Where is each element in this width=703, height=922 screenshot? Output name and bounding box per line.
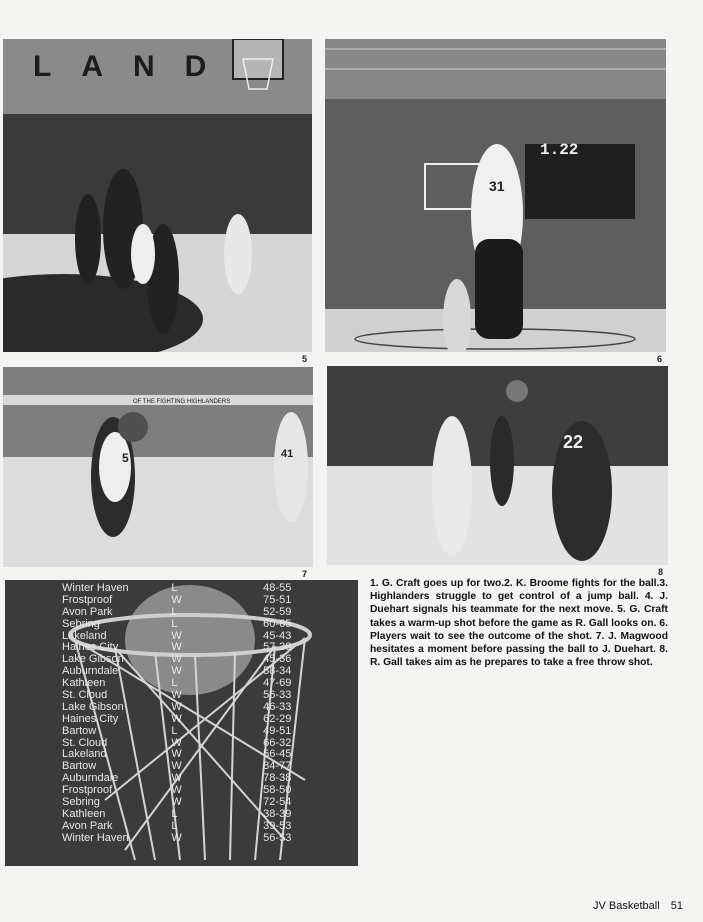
photo-number: 7 [302,569,308,579]
score: 47-69 [263,677,292,690]
opponent: Auburndale [62,665,119,678]
score: 58-50 [263,784,292,797]
result-row [62,726,312,738]
opponent: Avon Park [62,605,113,618]
win-loss: L [171,605,178,618]
win-loss: W [171,736,182,749]
opponent: Frostproof [62,593,113,606]
opponent: Kathleen [62,807,106,820]
jersey-number: 41 [281,448,294,460]
opponent: St. Cloud [62,736,108,749]
opponent: Kathleen [62,677,106,690]
score: 58-34 [263,665,292,678]
jersey-number: 5 [122,451,129,465]
opponent: Frostproof [62,784,113,797]
result-row [62,833,312,845]
win-loss: W [171,641,182,654]
win-loss: L [171,724,178,737]
opponent: Auburndale [62,772,119,785]
win-loss: L [171,582,178,594]
win-loss: W [171,831,182,844]
win-loss: W [171,629,182,642]
result-row [62,821,312,833]
photo-banner-text: OF THE FIGHTING HIGHLANDERS [133,399,231,405]
photo-layup [325,39,666,352]
opponent: Bartow [62,724,97,737]
score: 45-43 [263,629,292,642]
result-row [62,714,312,726]
win-loss: W [171,760,182,773]
opponent: Lake Gibson [62,653,124,666]
score: 84-77 [263,760,292,773]
opponent: Sebring [62,617,100,630]
win-loss: W [171,689,182,702]
score: 56-53 [263,831,292,844]
score: 49-51 [263,724,292,737]
win-loss: W [171,772,182,785]
season-results [62,583,312,845]
jersey-number: 22 [563,432,584,452]
opponent: Lakeland [62,748,107,761]
win-loss: W [171,700,182,713]
photo-captions: 1. G. Craft goes up for two.2. K. Broome fights for the ball.3. Highlanders struggle to get control of a jump ball. 4. J. Duehart signals his teammate for the next move. 5. G. Craft takes a warm-up shot before the game as R. Gall looks on. 6. Players wait to see the outcome of the shot. 7. J. Magwood hesitates a moment before passing the ball to J. Duehart. 8. R. Gall takes aim as he prepares to take a free throw shot. [370,578,668,669]
win-loss: W [171,784,182,797]
win-loss: W [171,796,182,809]
score: 75-51 [263,593,292,606]
opponent: Haines City [62,641,119,654]
result-row [62,702,312,714]
score: 46-33 [263,700,292,713]
score: 56-33 [263,689,292,702]
photo-warmup-shot [3,367,313,567]
score: 56-45 [263,748,292,761]
opponent: Bartow [62,760,97,773]
photo-free-throw [327,366,668,565]
win-loss: L [171,617,178,630]
jersey-number: 31 [489,178,505,194]
score: 60-65 [263,617,292,630]
section-title: JV Basketball [593,900,660,912]
opponent: Sebring [62,796,100,809]
opponent: Winter Haven [62,582,129,594]
photo-number: 5 [302,354,308,364]
photo-jump-ball [3,39,312,352]
score: 45-36 [263,653,292,666]
photo-number: 8 [658,567,664,577]
win-loss: W [171,712,182,725]
result-row [62,607,312,619]
scoreboard-time: 1.22 [540,141,579,159]
win-loss: W [171,665,182,678]
opponent: Avon Park [62,819,113,832]
opponent: St. Cloud [62,689,108,702]
opponent: Winter Haven [62,831,129,844]
score: 48-55 [263,582,292,594]
score: 66-32 [263,736,292,749]
opponent: Haines City [62,712,119,725]
score: 62-29 [263,712,292,725]
photo-number: 6 [657,354,663,364]
win-loss: L [171,677,178,690]
score: 78-38 [263,772,292,785]
result-row [62,619,312,631]
win-loss: W [171,748,182,761]
score: 39-53 [263,819,292,832]
score: 38-39 [263,807,292,820]
opponent: Lakeland [62,629,107,642]
page-number: 51 [670,900,683,912]
score: 72-54 [263,796,292,809]
win-loss: W [171,593,182,606]
win-loss: L [171,819,178,832]
photo-banner-text: LAND [33,50,237,83]
result-row [62,595,312,607]
win-loss: L [171,807,178,820]
page-footer [585,900,683,912]
score: 52-59 [263,605,292,618]
score: 57-38 [263,641,292,654]
opponent: Lake Gibson [62,700,124,713]
win-loss: W [171,653,182,666]
